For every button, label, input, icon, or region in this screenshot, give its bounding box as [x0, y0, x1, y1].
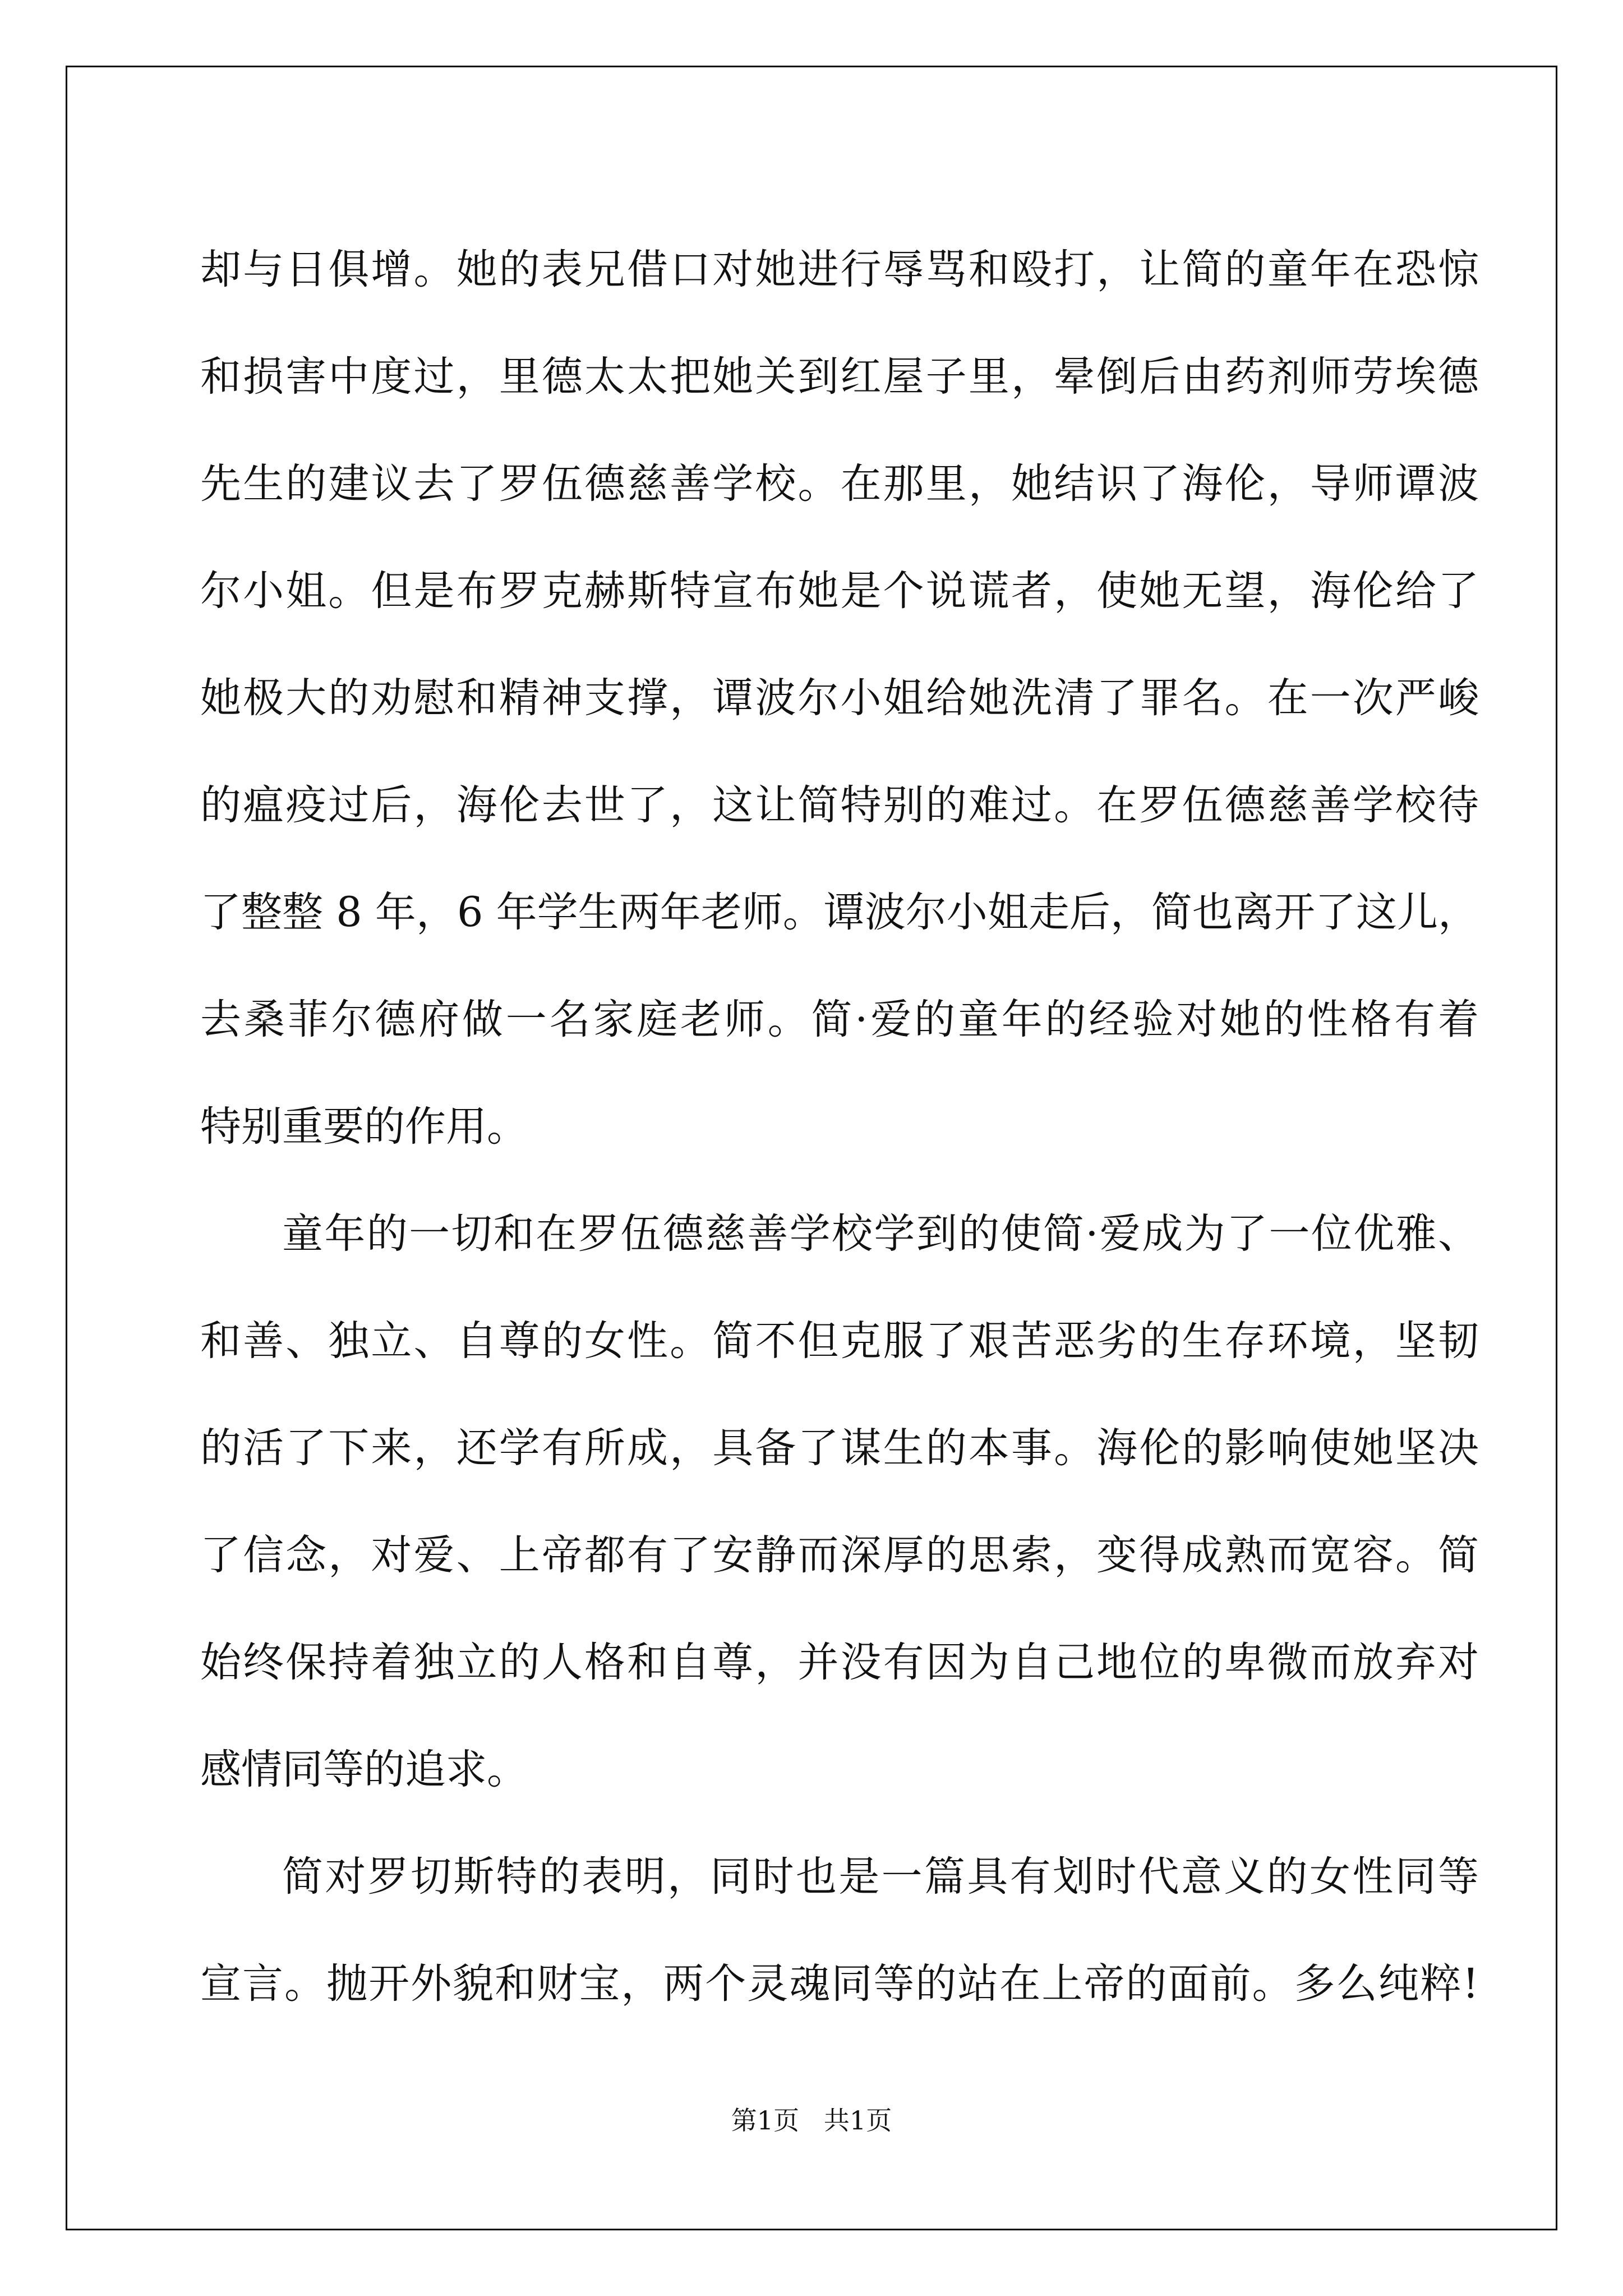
- text-line: 先生的建议去了罗伍德慈善学校。在那里，她结识了海伦，导师谭波: [200, 460, 1479, 508]
- text-line: 她极大的劝慰和精神支撑，谭波尔小姐给她洗清了罪名。在一次严峻: [200, 674, 1479, 722]
- text-line: 童年的一切和在罗伍德慈善学校学到的使简·爱成为了一位优雅、: [282, 1210, 1479, 1258]
- page-footer: 第1页 共1页: [731, 2105, 892, 2136]
- document-body: [200, 216, 1479, 2037]
- text-line: 的瘟疫过后，海伦去世了，这让简特别的难过。在罗伍德慈善学校待: [200, 781, 1479, 829]
- text-line: 去桑菲尔德府做一名家庭老师。简·爱的童年的经验对她的性格有着: [200, 996, 1479, 1043]
- text-line: 却与日俱增。她的表兄借口对她进行辱骂和殴打，让简的童年在恐惊: [200, 246, 1479, 293]
- text-line: 了信念，对爱、上帝都有了安静而深厚的思索，变得成熟而宽容。简: [200, 1531, 1479, 1579]
- text-line: 始终保持着独立的人格和自尊，并没有因为自己地位的卑微而放弃对: [200, 1639, 1479, 1686]
- text-line: 特别重要的作用。: [200, 1103, 528, 1151]
- text-line: 的活了下来，还学有所成，具备了谋生的本事。海伦的影响使她坚决: [200, 1424, 1479, 1472]
- text-line: 和损害中度过，里德太太把她关到红屋子里，晕倒后由药剂师劳埃德: [200, 353, 1479, 401]
- text-line: 简对罗切斯特的表明，同时也是一篇具有划时代意义的女性同等: [282, 1853, 1479, 1901]
- text-line: 了整整 8 年，6 年学生两年老师。谭波尔小姐走后，简也离开了这儿，: [200, 889, 1479, 936]
- text-line: 尔小姐。但是布罗克赫斯特宣布她是个说谎者，使她无望，海伦给了: [200, 567, 1479, 615]
- text-line: 和善、独立、自尊的女性。简不但克服了艰苦恶劣的生存环境，坚韧: [200, 1317, 1479, 1365]
- text-line: 宣言。抛开外貌和财宝，两个灵魂同等的站在上帝的面前。多么纯粹!: [200, 1960, 1479, 2008]
- text-line: 感情同等的追求。: [200, 1746, 528, 1793]
